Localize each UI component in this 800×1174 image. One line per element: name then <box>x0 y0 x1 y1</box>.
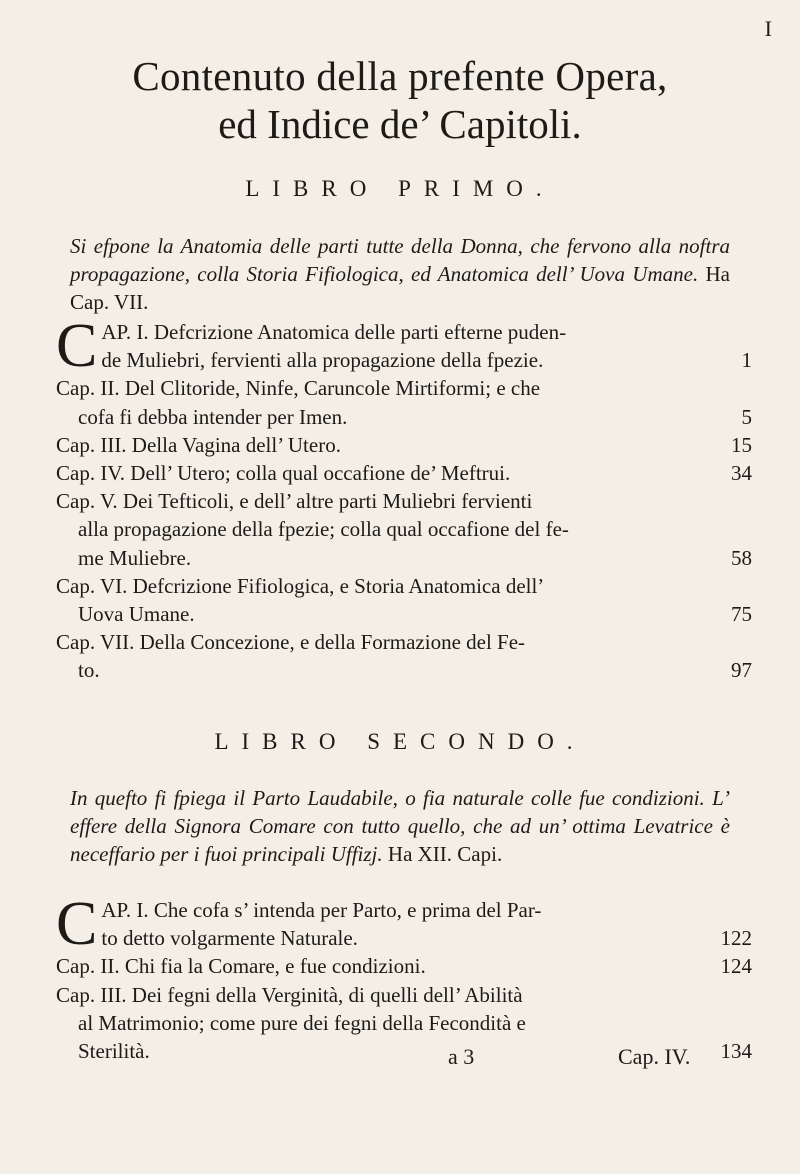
entry-text: Cap. II. Chi fia la Comare, e fue condizioni. <box>56 954 426 979</box>
book1-entry-4 <box>56 459 752 487</box>
entry-page: 15 <box>731 432 752 457</box>
entry-page: 122 <box>720 926 752 951</box>
entry-text: Cap. II. Del Clitoride, Ninfe, Caruncole Mirtiformi; e che <box>56 376 541 401</box>
entry-page: 124 <box>720 954 752 979</box>
book1-summary-italic: Si efpone la Anatomia delle parti tutte della Donna, che fervono alla noftra propagazione, colla Storia Fifiologica, ed Anatomica dell’ Uova Umane. <box>70 234 730 286</box>
entry-text-cont-2: me Muliebre. <box>78 545 192 570</box>
book1-summary <box>70 232 730 316</box>
entry-page: 34 <box>731 461 752 486</box>
entry-text: Cap. III. Dei fegni della Verginità, di quelli dell’ Abilità <box>56 982 523 1007</box>
entry-text: AP. I. Defcrizione Anatomica delle parti efterne puden- <box>101 320 567 344</box>
book1-dropcap: C <box>56 312 98 380</box>
entry-text: Cap. IV. Dell’ Utero; colla qual occafione de’ Meftrui. <box>56 461 511 486</box>
entry-text-cont: al Matrimonio; come pure dei fegni della Fecondità e <box>78 1010 526 1035</box>
book1-entry-7 <box>56 628 752 684</box>
book1-entry-6 <box>56 572 752 628</box>
entry-page: 75 <box>731 602 752 627</box>
book1-entry-2 <box>56 374 752 430</box>
entry-text-cont: cofa fi debba intender per Imen. <box>78 404 348 429</box>
entry-text: AP. I. Che cofa s’ intenda per Parto, e prima del Par- <box>101 898 542 922</box>
book2-entry-1 <box>56 890 752 958</box>
entry-text: Cap. V. Dei Tefticoli, e dell’ altre parti Muliebri fervienti <box>56 489 533 514</box>
book1-summary-roman: Ha Cap. VII. <box>70 262 730 314</box>
entry-text: Cap. VII. Della Concezione, e della Formazione del Fe- <box>56 630 526 655</box>
book1-heading: LIBRO PRIMO. <box>245 176 555 201</box>
entry-page: 1 <box>741 348 752 373</box>
book2-summary <box>70 784 730 868</box>
entry-page: 134 <box>720 1039 752 1064</box>
entry-text-cont: to. <box>78 658 100 683</box>
entry-text-cont-2: Sterilità. <box>78 1039 150 1064</box>
entry-text-cont: alla propagazione della fpezie; colla qual occafione del fe- <box>78 517 569 542</box>
book2-summary-italic: In quefto fi fpiega il Parto Laudabile, o fia naturale colle fue condizioni. L’ effere della Signora Comare con tutto quello, che ad un’ ottima Levatrice è neceffario per i fuoi principali Uffizj. <box>70 786 730 866</box>
entry-page: 97 <box>731 658 752 683</box>
entry-page: 5 <box>741 404 752 429</box>
book1-entry-1 <box>56 312 752 380</box>
entry-text-cont: de Muliebri, fervienti alla propagazione della fpezie. <box>101 348 544 373</box>
page-number: I <box>764 16 772 41</box>
catchword: Cap. IV. <box>618 1044 691 1069</box>
book2-heading: LIBRO SECONDO. <box>214 729 586 754</box>
book1-entry-3 <box>56 431 752 459</box>
title-line-1: Contenuto della prefente Opera, <box>132 53 668 99</box>
entry-text: Cap. VI. Defcrizione Fifiologica, e Storia Anatomica dell’ <box>56 573 545 598</box>
entry-text: Cap. III. Della Vagina dell’ Utero. <box>56 432 341 457</box>
entry-text-cont: Uova Umane. <box>78 602 195 627</box>
book1-entry-5 <box>56 487 752 572</box>
title-line-2: ed Indice de’ Capitoli. <box>218 101 582 147</box>
book2-entries <box>56 890 752 1065</box>
entry-text-cont: to detto volgarmente Naturale. <box>101 926 358 951</box>
signature-mark: a 3 <box>448 1044 475 1069</box>
book1-entries <box>56 312 752 685</box>
book2-dropcap: C <box>56 890 98 958</box>
entry-page: 58 <box>731 545 752 570</box>
book2-summary-roman: Ha XII. Capi. <box>387 842 503 866</box>
book2-entry-2 <box>56 952 752 980</box>
